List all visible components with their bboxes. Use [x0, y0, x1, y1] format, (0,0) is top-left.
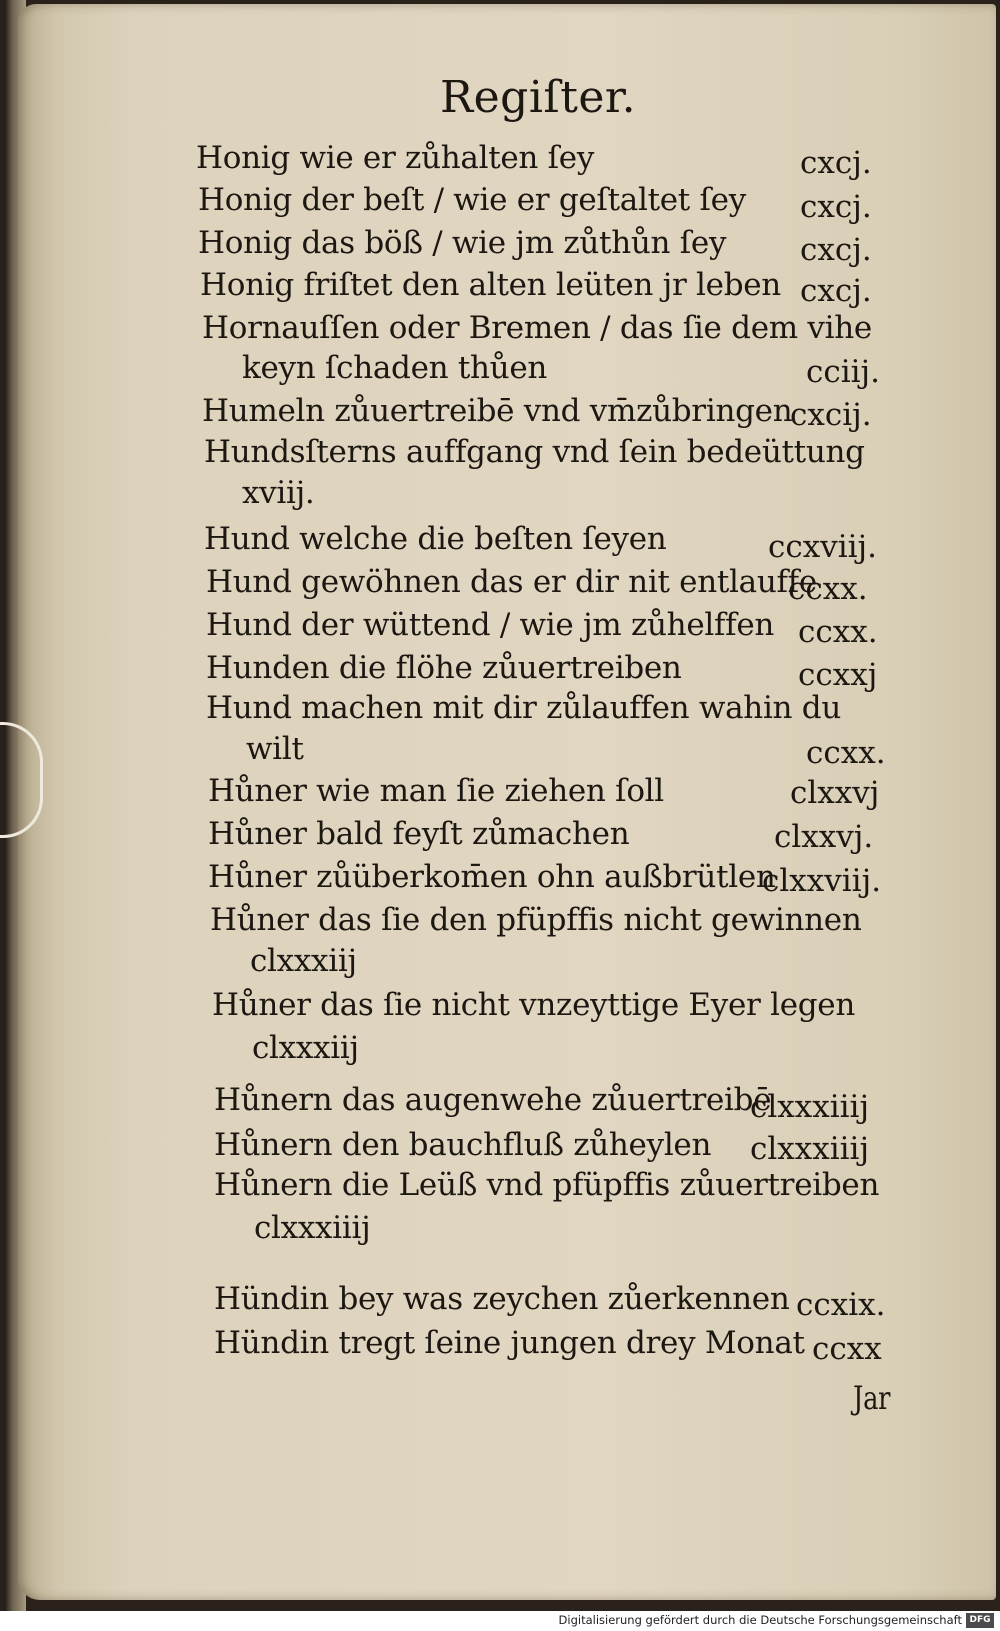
- entry-ref: ccxx.: [806, 735, 886, 771]
- entry-ref: ccxviij.: [768, 529, 878, 565]
- entry-text: Hůner zůüberkom̄en ohn außbrütlen: [208, 859, 776, 895]
- entry-text: Hůnern den bauchfluß zůheylen: [214, 1127, 712, 1163]
- entry-text: Hündin bey was zeychen zůerkennen: [214, 1281, 790, 1317]
- entry-text: Honig friſtet den alten leüten jr leben: [200, 267, 781, 303]
- entry-ref: ccxx: [812, 1331, 882, 1367]
- entry-ref: ccxx.: [788, 571, 868, 607]
- dfg-logo: DFG: [966, 1613, 994, 1628]
- entry-text: Hůner das ſie den pfüpffis nicht gewinnen: [210, 902, 862, 938]
- entry-text: Hůner wie man ſie ziehen ſoll: [208, 773, 664, 809]
- entry-ref: cxcij.: [790, 397, 872, 433]
- entry-ref: clxxvj: [790, 775, 880, 811]
- entry-ref: cxcj.: [800, 189, 872, 225]
- entry-text: clxxxiij: [250, 943, 357, 979]
- entry-ref: ccxix.: [796, 1287, 886, 1323]
- entry-text: Hund machen mit dir zůlauffen wahin du: [206, 690, 841, 726]
- entry-ref: cxcj.: [800, 273, 872, 309]
- entry-ref: cciij.: [806, 354, 881, 390]
- entry-ref: cxcj.: [800, 145, 872, 181]
- entry-ref: clxxxiiij: [750, 1089, 870, 1125]
- entry-text: Honig wie er zůhalten ſey: [196, 140, 595, 176]
- entry-text: Hund gewöhnen das er dir nit entlauffe: [206, 564, 817, 600]
- entry-text: Honig der beſt / wie er geſtaltet ſey: [198, 182, 746, 218]
- entry-ref: cxcj.: [800, 232, 872, 268]
- entry-text: Hůner das ſie nicht vnzeyttige Eyer legen: [212, 987, 855, 1023]
- entry-text: Hund der wüttend / wie jm zůhelffen: [206, 607, 775, 643]
- entry-text: clxxxiiij: [254, 1210, 371, 1246]
- entry-text: keyn ſchaden thůen: [242, 350, 548, 386]
- entry-text: Hůnern das augenwehe zůuertreibē: [214, 1082, 772, 1118]
- entry-ref: ccxxj: [798, 657, 878, 693]
- entry-text: clxxxiij: [252, 1030, 359, 1066]
- entry-ref: ccxx.: [798, 614, 878, 650]
- entry-text: Hůnern die Leüß vnd pfüpffis zůuertreiben: [214, 1167, 880, 1203]
- entry-text: Hunden die flöhe zůuertreiben: [206, 650, 682, 686]
- digitization-footer: [0, 1611, 1000, 1631]
- entry-text: Humeln zůuertreibē vnd vm̄zůbringen: [202, 393, 793, 429]
- entry-ref: clxxxiiij: [750, 1131, 870, 1167]
- entry-text: Honig das böß / wie jm zůthůn ſey: [198, 225, 727, 261]
- entry-ref: clxxvj.: [774, 819, 874, 855]
- entry-text: xviij.: [242, 475, 315, 511]
- catchword: Jar: [853, 1379, 891, 1417]
- entry-ref: clxxviij.: [762, 863, 882, 899]
- entry-text: wilt: [246, 731, 304, 767]
- entry-text: Hündin tregt ſeine jungen drey Monat: [214, 1325, 805, 1361]
- footer-credit: Digitalisierung gefördert durch die Deutsche Forschungsgemeinschaft: [558, 1613, 962, 1627]
- entry-text: Hornauſſen oder Bremen / das ſie dem vihe: [202, 310, 872, 346]
- page-title: Regiſter.: [440, 72, 637, 123]
- entry-text: Hundsſterns auffgang vnd ſein bedeüttung: [204, 434, 865, 470]
- entry-text: Hůner bald feyſt zůmachen: [208, 816, 630, 852]
- entry-text: Hund welche die beſten ſeyen: [204, 521, 667, 557]
